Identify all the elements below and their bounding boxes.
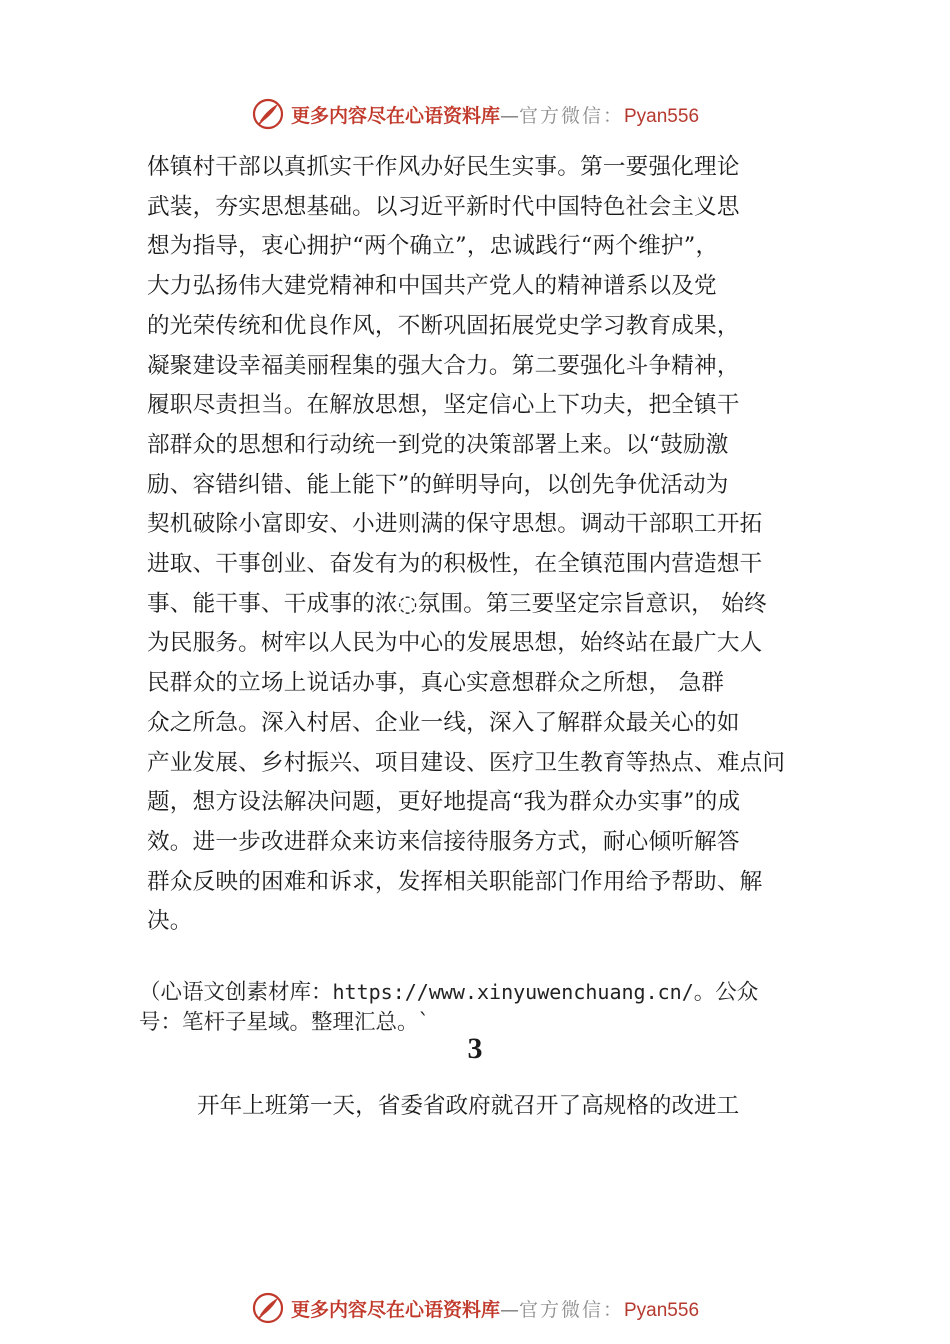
quill-logo-icon: [251, 97, 285, 131]
body-line: 想为指导，衷心拥护“两个确立”，忠诚践行“两个维护”，: [147, 233, 719, 260]
body-line: 部群众的思想和行动统一到党的决策部署上来。以“鼓励激: [147, 431, 729, 458]
source-url-link[interactable]: https://www.xinyuwenchuang.cn/: [332, 980, 694, 1004]
banner-separator: —: [499, 104, 519, 127]
body-line: 题，想方设法解决问题，更好地提高“我为群众办实事”的成: [147, 789, 741, 816]
banner-text: [291, 101, 699, 128]
body-line: 决。: [147, 908, 193, 935]
source-note-line-1: [139, 977, 839, 1008]
source-note-line-2: 号：笔杆子星域。整理汇总。`: [139, 1010, 430, 1035]
source-note-suffix: 。公众: [693, 980, 759, 1005]
source-note: [139, 977, 839, 1038]
body-line: 为民服务。树牢以人民为中心的发展思想，始终站在最广大人: [147, 630, 763, 657]
body-line: 体镇村干部以真抓实干作风办好民生实事。第一要强化理论: [147, 154, 740, 180]
body-line: 效。进一步改进群众来访来信接待服务方式，耐心倾听解答: [147, 828, 740, 855]
header-banner: [0, 94, 950, 134]
next-paragraph: 开年上班第一天，省委省政府就召开了高规格的改进工: [197, 1093, 740, 1119]
body-line: 众之所急。深入村居、企业一线，深入了解群众最关心的如: [147, 709, 740, 736]
body-line: 凝聚建设幸福美丽程集的强大合力。第二要强化斗争精神，: [147, 352, 740, 379]
banner-wechat-id: Pyan556: [624, 105, 700, 127]
body-line: 产业发展、乡村振兴、项目建设、医疗卫生教育等热点、难点问: [147, 749, 786, 776]
body-line: 群众反映的困难和诉求，发挥相关职能部门作用给予帮助、解: [147, 868, 763, 895]
source-note-prefix: （心语文创素材库：: [139, 980, 333, 1005]
body-paragraph: [147, 148, 827, 942]
body-line: 的光荣传统和优良作风，不断巩固拓展党史学习教育成果，: [147, 312, 740, 339]
section-number: 3: [467, 1032, 483, 1065]
banner-main-text: 更多内容尽在心语资料库: [290, 104, 500, 127]
body-line: 契机破除小富即安、小进则满的保守思想。调动干部职工开拓: [147, 511, 763, 538]
body-line: 履职尽责担当。在解放思想，坚定信心上下功夫，把全镇干: [147, 392, 740, 419]
body-line: 事、能干事、干成事的浓◌氛围。第三要坚定宗旨意识， 始终: [147, 590, 767, 617]
body-line: 武装，夯实思想基础。以习近平新时代中国特色社会主义思: [147, 193, 740, 220]
body-line: 民群众的立场上说话办事，真心实意想群众之所想， 急群: [147, 670, 725, 697]
body-line: 大力弘扬伟大建党精神和中国共产党人的精神谱系以及党: [147, 273, 717, 300]
banner-wechat-label: 官方微信：: [518, 104, 624, 127]
body-line: 励、容错纠错、能上能下”的鲜明导向，以创先争优活动为: [147, 471, 729, 498]
footer-banner: [0, 1288, 950, 1328]
banner-text: [291, 1295, 699, 1322]
banner-wechat-label: 官方微信：: [518, 1298, 624, 1321]
banner-wechat-id: Pyan556: [624, 1299, 700, 1321]
body-line: 进取、干事创业、奋发有为的积极性，在全镇范围内营造想干: [147, 551, 763, 578]
quill-logo-icon: [251, 1291, 285, 1325]
banner-separator: —: [499, 1298, 519, 1321]
banner-main-text: 更多内容尽在心语资料库: [290, 1298, 500, 1321]
